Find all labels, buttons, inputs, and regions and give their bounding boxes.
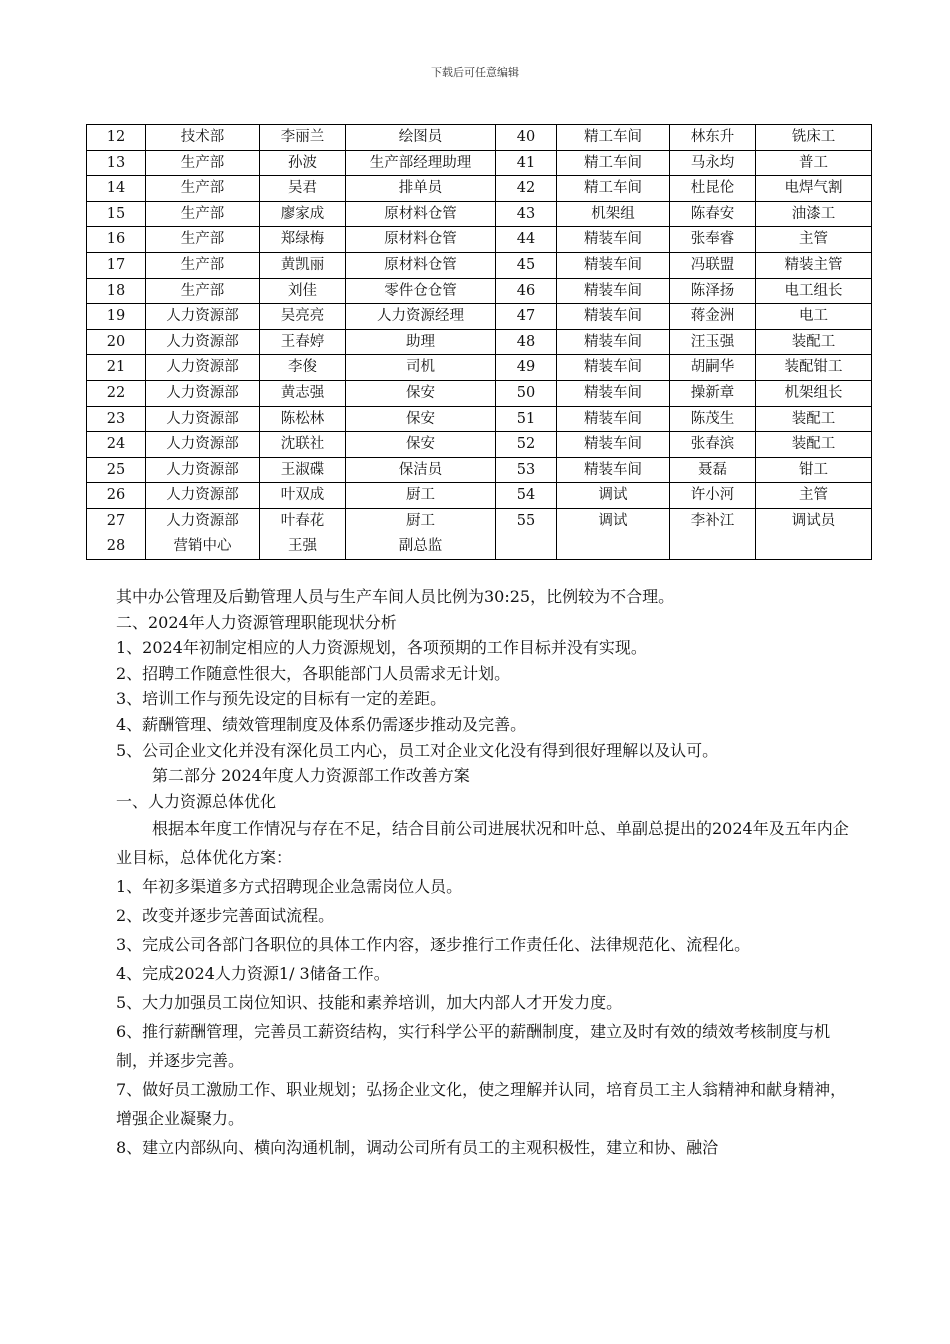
table-row [87,432,872,458]
cell-line: 王强 [288,537,317,554]
table-cell-no: 51 [496,406,557,432]
cell-line: 营销中心 [173,537,232,554]
table-row [87,201,872,227]
body-text [116,584,856,1162]
table-cell-name: 沈联社 [260,432,346,458]
table-cell-no: 44 [496,227,557,253]
table-cell-dept: 生产部 [146,201,260,227]
table-cell-dept: 精装车间 [557,227,670,253]
table-cell-role: 装配工 [756,432,872,458]
paragraph: 根据本年度工作情况与存在不足，结合目前公司进展状况和叶总、单副总提出的2024年及五年内企业目标，总体优化方案： [116,819,849,868]
staff-table-body [87,125,872,509]
table-cell-role [346,508,496,559]
table-row [87,483,872,509]
table-cell-dept: 精装车间 [557,355,670,381]
section-heading: 一、人力资源总体优化 [116,791,277,811]
table-cell-dept: 生产部 [146,227,260,253]
table-cell-name: 孙波 [260,150,346,176]
table-cell-dept: 技术部 [146,125,260,151]
table-cell-role: 保洁员 [346,457,496,483]
table-cell-name: 吴君 [260,176,346,202]
table-cell-dept: 精装车间 [557,432,670,458]
table-cell-role: 装配工 [756,406,872,432]
table-cell-name: 陈茂生 [670,406,756,432]
table-cell-name: 李补江 [670,508,756,559]
table-cell-role: 装配钳工 [756,355,872,381]
cell-line: 人力资源部 [166,512,239,529]
paragraph: 6、推行薪酬管理，完善员工薪资结构，实行科学公平的薪酬制度，建立及时有效的绩效考核制度与机制，并逐步完善。 [116,1022,831,1071]
table-cell-no [87,508,146,559]
table-cell-name: 蒋金洲 [670,304,756,330]
table-cell-role: 钳工 [756,457,872,483]
table-cell-no: 16 [87,227,146,253]
table-cell-role: 铣床工 [756,125,872,151]
table-cell-role: 厨工 [346,483,496,509]
table-row [87,227,872,253]
table-cell-dept: 人力资源部 [146,329,260,355]
table-cell-no: 55 [496,508,557,559]
cell-line: 叶春花 [280,512,325,529]
table-cell-name: 廖家成 [260,201,346,227]
table-row [87,150,872,176]
paragraph: 4、薪酬管理、绩效管理制度及体系仍需逐步推动及完善。 [116,714,527,734]
table-cell-dept [146,508,260,559]
paragraph: 其中办公管理及后勤管理人员与生产车间人员比例为30:25，比例较为不合理。 [116,587,675,606]
table-cell-role: 助理 [346,329,496,355]
paragraph: 5、大力加强员工岗位知识、技能和素养培训，加大内部人才开发力度。 [116,993,623,1013]
table-cell-no: 54 [496,483,557,509]
table-row [87,457,872,483]
table-cell-name: 陈春安 [670,201,756,227]
cell-line: 副总监 [398,537,443,554]
table-cell-role: 油漆工 [756,201,872,227]
cell-line: 27 [106,512,126,529]
paragraph: 8、建立内部纵向、横向沟通机制，调动公司所有员工的主观积极性，建立和协、融洽 [116,1138,719,1158]
table-cell-name: 胡嗣华 [670,355,756,381]
table-cell-dept: 调试 [557,483,670,509]
paragraph: 7、做好员工激励工作、职业规划；弘扬企业文化，使之理解并认同，培育员工主人翁精神和献身精神，增强企业凝聚力。 [116,1080,847,1129]
table-cell-name: 聂磊 [670,457,756,483]
table-cell-name: 刘佳 [260,278,346,304]
table-cell-no: 47 [496,304,557,330]
table-cell-name: 王淑碟 [260,457,346,483]
table-cell-dept: 精装车间 [557,329,670,355]
table-cell-dept: 人力资源部 [146,380,260,406]
table-cell-no: 40 [496,125,557,151]
table-cell-dept: 生产部 [146,252,260,278]
table-cell-name: 操新章 [670,380,756,406]
table-row [87,329,872,355]
table-cell-name: 杜昆伦 [670,176,756,202]
table-cell-role: 绘图员 [346,125,496,151]
table-cell-name: 郑绿梅 [260,227,346,253]
table-cell-no: 25 [87,457,146,483]
paragraph: 4、完成2024人力资源1/ 3储备工作。 [116,964,390,984]
table-cell-role: 主管 [756,227,872,253]
paragraph: 3、培训工作与预先设定的目标有一定的差距。 [116,689,447,709]
table-cell-no: 26 [87,483,146,509]
table-cell-no: 24 [87,432,146,458]
table-cell-no: 49 [496,355,557,381]
staff-table [86,124,872,560]
table-cell-no: 20 [87,329,146,355]
table-cell-role: 人力资源经理 [346,304,496,330]
table-cell-no: 17 [87,252,146,278]
table-cell-role: 主管 [756,483,872,509]
table-cell-no: 50 [496,380,557,406]
table-cell-no: 46 [496,278,557,304]
table-cell-name: 张春滨 [670,432,756,458]
table-cell-no: 13 [87,150,146,176]
table-cell-role: 装配工 [756,329,872,355]
table-cell-name: 张奉睿 [670,227,756,253]
part-heading: 第二部分 2024年度人力资源部工作改善方案 [152,766,470,786]
table-cell-role: 原材料仓管 [346,227,496,253]
table-cell-dept: 精装车间 [557,380,670,406]
table-cell-name: 李俊 [260,355,346,381]
table-cell-no: 22 [87,380,146,406]
table-cell-role: 司机 [346,355,496,381]
table-row [87,406,872,432]
table-cell-dept: 人力资源部 [146,406,260,432]
table-cell-role: 保安 [346,380,496,406]
table-cell-name: 陈松林 [260,406,346,432]
table-cell-dept: 人力资源部 [146,432,260,458]
table-cell-dept: 人力资源部 [146,457,260,483]
table-row [87,508,872,559]
table-cell-role: 生产部经理助理 [346,150,496,176]
paragraph: 2、改变并逐步完善面试流程。 [116,906,335,926]
cell-line: 厨工 [406,512,435,529]
table-cell-dept: 精装车间 [557,252,670,278]
table-cell-name: 陈泽扬 [670,278,756,304]
cell-line: 28 [106,537,126,554]
table-cell-name: 吴亮亮 [260,304,346,330]
table-cell-role: 零件仓仓管 [346,278,496,304]
table-cell-dept: 精工车间 [557,176,670,202]
table-cell-role: 精装主管 [756,252,872,278]
table-cell-no: 18 [87,278,146,304]
table-cell-dept: 精装车间 [557,304,670,330]
paragraph: 3、完成公司各部门各职位的具体工作内容，逐步推行工作责任化、法律规范化、流程化。 [116,935,751,955]
table-cell-dept: 精装车间 [557,278,670,304]
table-cell-role: 保安 [346,406,496,432]
table-cell-role: 电焊气割 [756,176,872,202]
table-cell-no: 45 [496,252,557,278]
section-heading: 二、2024年人力资源管理职能现状分析 [116,612,397,632]
table-cell-dept: 精工车间 [557,125,670,151]
header-note: 下载后可任意编辑 [431,66,519,79]
table-cell-role: 原材料仓管 [346,252,496,278]
paragraph: 2、招聘工作随意性很大，各职能部门人员需求无计划。 [116,663,511,683]
table-cell-dept: 人力资源部 [146,304,260,330]
table-cell-name: 黄凯丽 [260,252,346,278]
table-row [87,304,872,330]
table-cell-dept: 精装车间 [557,406,670,432]
table-cell-name: 李丽兰 [260,125,346,151]
table-cell-dept: 精工车间 [557,150,670,176]
table-cell-role: 保安 [346,432,496,458]
table-cell-name: 黄志强 [260,380,346,406]
table-cell-no: 15 [87,201,146,227]
table-cell-no: 19 [87,304,146,330]
table-cell-no: 12 [87,125,146,151]
table-cell-no: 43 [496,201,557,227]
table-cell-name: 冯联盟 [670,252,756,278]
table-cell-name: 叶双成 [260,483,346,509]
paragraph: 1、2024年初制定相应的人力资源规划，各项预期的工作目标并没有实现。 [116,638,647,658]
table-row [87,125,872,151]
table-cell-name: 王春婷 [260,329,346,355]
table-row [87,380,872,406]
table-cell-name [260,508,346,559]
table-row [87,176,872,202]
table-row [87,355,872,381]
table-cell-no: 14 [87,176,146,202]
table-cell-dept: 调试 [557,508,670,559]
paragraph: 5、公司企业文化并没有深化员工内心，员工对企业文化没有得到很好理解以及认可。 [116,740,719,760]
table-cell-dept: 生产部 [146,176,260,202]
table-cell-role: 电工组长 [756,278,872,304]
table-cell-no: 21 [87,355,146,381]
table-cell-dept: 精装车间 [557,457,670,483]
table-cell-role: 普工 [756,150,872,176]
table-cell-no: 42 [496,176,557,202]
table-cell-dept: 机架组 [557,201,670,227]
table-cell-role: 机架组长 [756,380,872,406]
table-cell-no: 41 [496,150,557,176]
table-cell-role: 原材料仓管 [346,201,496,227]
table-cell-no: 53 [496,457,557,483]
table-cell-dept: 人力资源部 [146,483,260,509]
table-cell-name: 林东升 [670,125,756,151]
table-cell-role: 电工 [756,304,872,330]
table-cell-no: 23 [87,406,146,432]
table-row [87,278,872,304]
table-cell-dept: 生产部 [146,150,260,176]
table-cell-name: 马永均 [670,150,756,176]
table-cell-no: 52 [496,432,557,458]
table-cell-name: 汪玉强 [670,329,756,355]
table-cell-role: 排单员 [346,176,496,202]
table-cell-dept: 人力资源部 [146,355,260,381]
paragraph: 1、年初多渠道多方式招聘现企业急需岗位人员。 [116,877,463,897]
table-cell-name: 许小河 [670,483,756,509]
table-cell-dept: 生产部 [146,278,260,304]
table-row [87,252,872,278]
table-cell-no: 48 [496,329,557,355]
table-cell-role: 调试员 [756,508,872,559]
